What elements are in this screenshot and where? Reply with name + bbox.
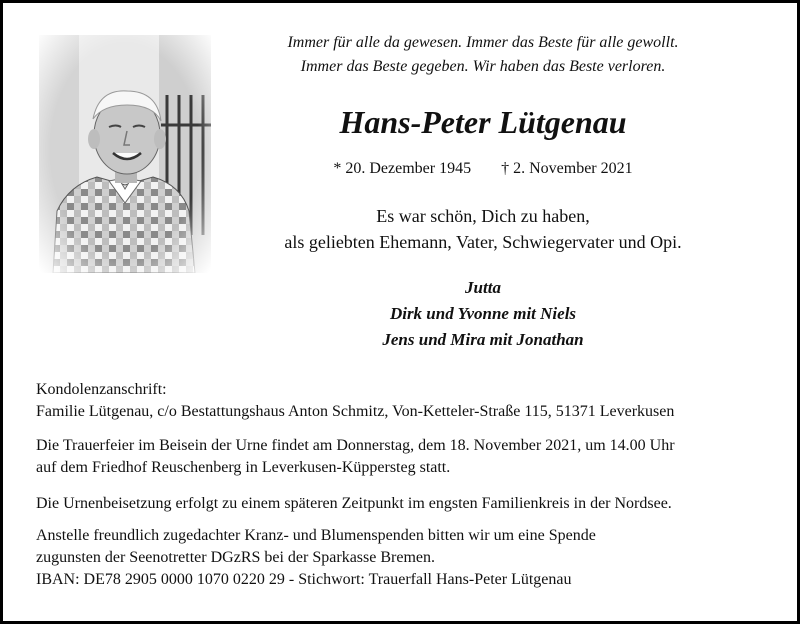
burial-note: Die Urnenbeisetzung erfolgt zu einem späteren Zeitpunkt im engsten Familienkreis in der Nordsee.: [36, 495, 672, 512]
condolence-address: Familie Lütgenau, c/o Bestattungshaus Anton Schmitz, Von-Ketteler-Straße 115, 51371 Leverkusen: [36, 403, 675, 420]
funeral-line-1: Die Trauerfeier im Beisein der Urne findet am Donnerstag, dem 18. November 2021, um 14.00 Uhr: [36, 437, 675, 454]
death-date: † 2. November 2021: [501, 160, 633, 177]
deceased-name: Hans-Peter Lütgenau: [339, 104, 627, 140]
tribute-line-2: als geliebten Ehemann, Vater, Schwiegervater und Opi.: [284, 232, 682, 252]
tribute-text: [223, 203, 743, 255]
mourner: Jutta: [465, 278, 501, 297]
condolence-label: Kondolenzanschrift:: [36, 381, 167, 398]
funeral-block: [36, 435, 776, 479]
donation-line-1: Anstelle freundlich zugedachter Kranz- und Blumenspenden bitten wir um eine Spende: [36, 527, 596, 544]
donation-iban: IBAN: DE78 2905 0000 1070 0220 29 - Stichwort: Trauerfall Hans-Peter Lütgenau: [36, 571, 572, 588]
mourner: Dirk und Yvonne mit Niels: [389, 304, 577, 323]
birth-date: * 20. Dezember 1945: [333, 160, 472, 177]
mourners-list: [223, 275, 743, 353]
motto-line-2: Immer das Beste gegeben. Wir haben das Beste verloren.: [300, 58, 666, 75]
mourner: Jens und Mira mit Jonathan: [382, 330, 584, 349]
motto-line-1: Immer für alle da gewesen. Immer das Beste für alle gewollt.: [287, 34, 679, 51]
tribute-line-1: Es war schön, Dich zu haben,: [376, 206, 590, 226]
portrait-photo: [39, 35, 211, 273]
condolence-block: [36, 379, 776, 423]
donation-line-2: zugunsten der Seenotretter DGzRS bei der Sparkasse Bremen.: [36, 549, 435, 566]
donation-block: [36, 525, 776, 591]
motto: [223, 31, 743, 79]
life-dates: [223, 157, 743, 181]
funeral-line-2: auf dem Friedhof Reuschenberg in Leverkusen-Küppersteg statt.: [36, 459, 451, 476]
